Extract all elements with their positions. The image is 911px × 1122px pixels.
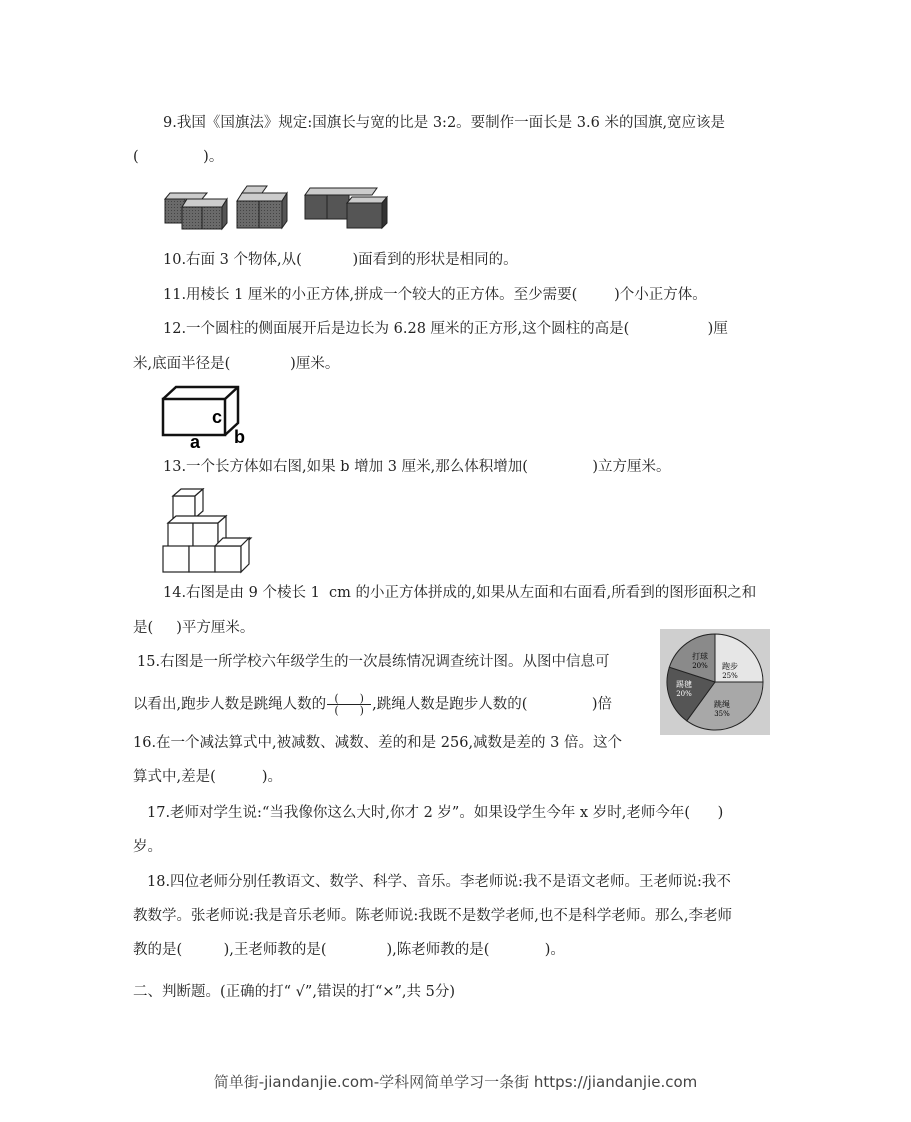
cuboid-label-b: b [234,427,245,447]
question-11: 11.用棱长 1 厘米的小正方体,拼成一个较大的正方体。至少需要( )个小正方体。 [163,287,707,303]
question-15-line2 [133,693,612,716]
stacked-cubes-figure [158,488,258,576]
question-13: 13.一个长方体如右图,如果 b 增加 3 厘米,那么体积增加( )立方厘米。 [163,459,671,475]
pie-label-shuttlecock: 踢毽 [676,680,692,689]
fraction-blank [327,693,371,716]
question-16-line2: 算式中,差是( )。 [133,769,283,785]
fraction-denominator: ( ) [334,704,364,717]
question-14-line1: 14.右图是由 9 个棱长 1 cm 的小正方体拼成的,如果从左面和右面看,所看到的图形面积之和 [163,585,757,601]
footer-watermark: 简单街-jiandanjie.com-学科网简单学习一条街 https://jiandanjie.com [213,1073,698,1091]
pie-label-running: 跑步 [722,662,738,671]
question-10: 10.右面 3 个物体,从( )面看到的形状是相同的。 [163,252,518,268]
pie-pct-running: 25% [722,672,738,680]
question-17-line2: 岁。 [133,839,162,855]
cube-objects-figure [162,183,394,231]
question-18-line2: 教数学。张老师说:我是音乐老师。陈老师说:我既不是数学老师,也不是科学老师。那么,李老师 [133,908,732,924]
cuboid-label-c: c [212,407,223,427]
question-14-line2: 是( )平方厘米。 [133,620,255,636]
question-16-line1: 16.在一个减法算式中,被减数、减数、差的和是 256,减数是差的 3 倍。这个 [133,735,623,751]
section-2-heading: 二、判断题。(正确的打“ √”,错误的打“×”,共 5分) [133,984,456,1000]
question-12-line1: 12.一个圆柱的侧面展开后是边长为 6.28 厘米的正方形,这个圆柱的高是( )厘 [163,321,728,337]
question-12-line2: 米,底面半径是( )厘米。 [133,356,340,372]
pie-pct-shuttlecock: 20% [676,690,692,698]
morning-exercise-pie-chart [660,629,770,735]
pie-label-ball: 打球 [692,652,708,661]
question-15-line1: 15.右图是一所学校六年级学生的一次晨练情况调查统计图。从图中信息可 [137,654,610,670]
fraction-numerator: ( ) [327,693,371,705]
cuboid-label-a: a [190,432,201,449]
pie-pct-ball: 20% [692,662,708,670]
question-9-line1: 9.我国《国旗法》规定:国旗长与宽的比是 3:2。要制作一面长是 3.6 米的国旗,宽应该是 [163,115,726,131]
question-18-line3: 教的是( ),王老师教的是( ),陈老师教的是( )。 [133,942,565,958]
question-15-text-b: ,跳绳人数是跑步人数的( )倍 [372,696,613,713]
cuboid-figure [158,383,250,449]
pie-label-rope: 跳绳 [714,700,730,709]
question-17-line1: 17.老师对学生说:“当我像你这么大时,你才 2 岁”。如果设学生今年 x 岁时,老师今年( ) [147,805,724,821]
question-9-line2: ( )。 [133,149,224,165]
question-18-line1: 18.四位老师分别任教语文、数学、科学、音乐。李老师说:我不是语文老师。王老师说:我不 [147,874,731,890]
pie-pct-rope: 35% [714,710,730,718]
question-15-text-a: 以看出,跑步人数是跳绳人数的 [133,696,327,713]
